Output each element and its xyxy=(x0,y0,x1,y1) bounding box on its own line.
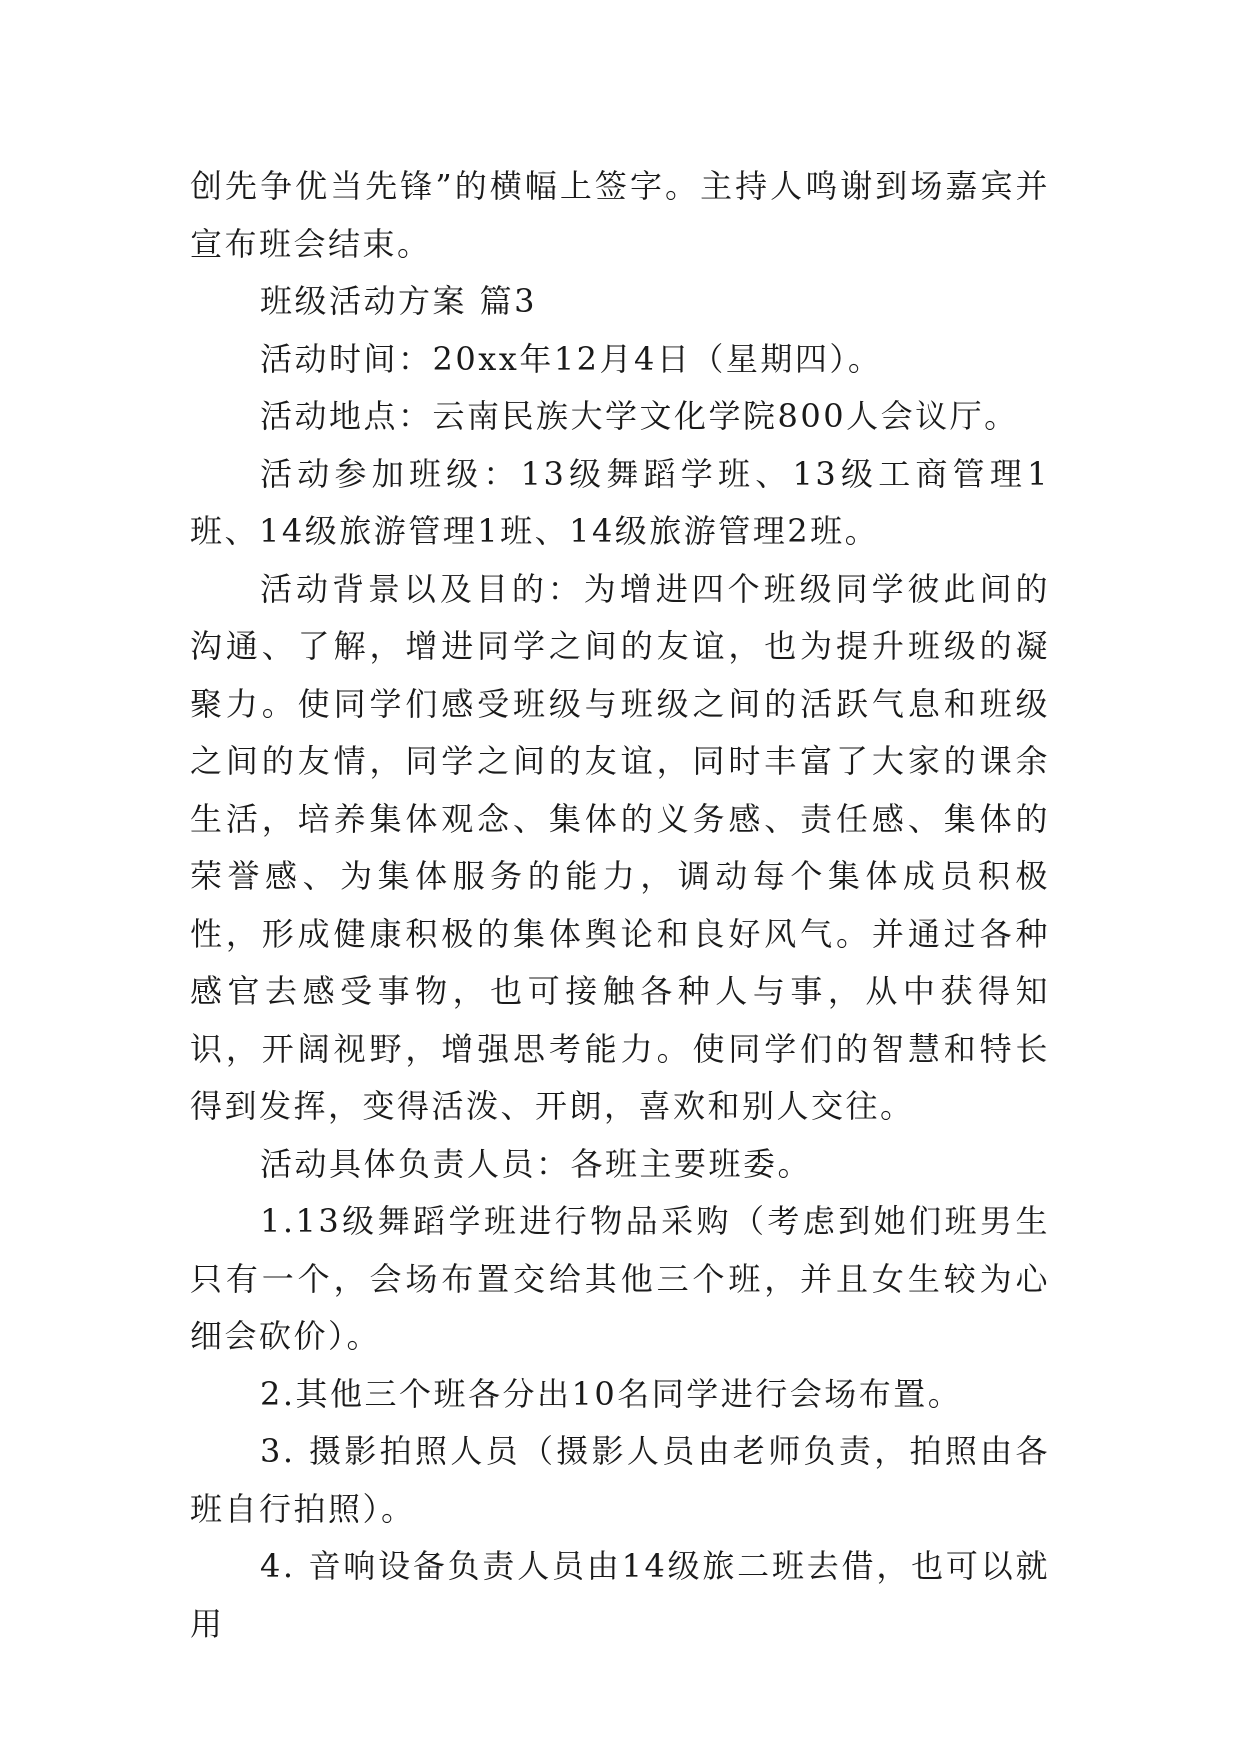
list-item-4: 4. 音响设备负责人员由14级旅二班去借，也可以就用 xyxy=(190,1547,1050,1643)
paragraph-activity-time: 活动时间：20xx年12月4日（星期四）。 xyxy=(260,339,883,378)
list-item-3: 3. 摄影拍照人员（摄影人员由老师负责，拍照由各班自行拍照）。 xyxy=(190,1432,1050,1528)
document-page xyxy=(190,158,1050,1653)
paragraph-background-purpose: 活动背景以及目的：为增进四个班级同学彼此间的沟通、了解，增进同学之间的友谊，也为提升班级的凝聚力。使同学们感受班级与班级之间的活跃气息和班级之间的友情，同学之间的友谊，同时丰富了大家的课余生活，培养集体观念、集体的义务感、责任感、集体的荣誉感、为集体服务的能力，调动每个集体成员积极性，形成健康积极的集体舆论和良好风气。并通过各种感官去感受事物，也可接触各种人与事，从中获得知识，开阔视野，增强思考能力。使同学们的智慧和特长得到发挥，变得活泼、开朗，喜欢和别人交往。 xyxy=(190,569,1050,1125)
paragraph-responsible-persons: 活动具体负责人员：各班主要班委。 xyxy=(260,1144,813,1183)
section-heading: 班级活动方案 篇3 xyxy=(260,282,538,320)
list-item-2: 2.其他三个班各分出10名同学进行会场布置。 xyxy=(260,1374,963,1413)
list-item-1: 1.13级舞蹈学班进行物品采购（考虑到她们班男生只有一个，会场布置交给其他三个班，并且女生较为心细会砍价）。 xyxy=(190,1202,1050,1355)
paragraph-continuation: 创先争优当先锋”的横幅上签字。主持人鸣谢到场嘉宾并宣布班会结束。 xyxy=(190,167,1050,263)
paragraph-activity-location: 活动地点：云南民族大学文化学院800人会议厅。 xyxy=(260,397,1019,435)
paragraph-participating-classes: 活动参加班级：13级舞蹈学班、13级工商管理1班、14级旅游管理1班、14级旅游管理2班。 xyxy=(190,454,1050,550)
